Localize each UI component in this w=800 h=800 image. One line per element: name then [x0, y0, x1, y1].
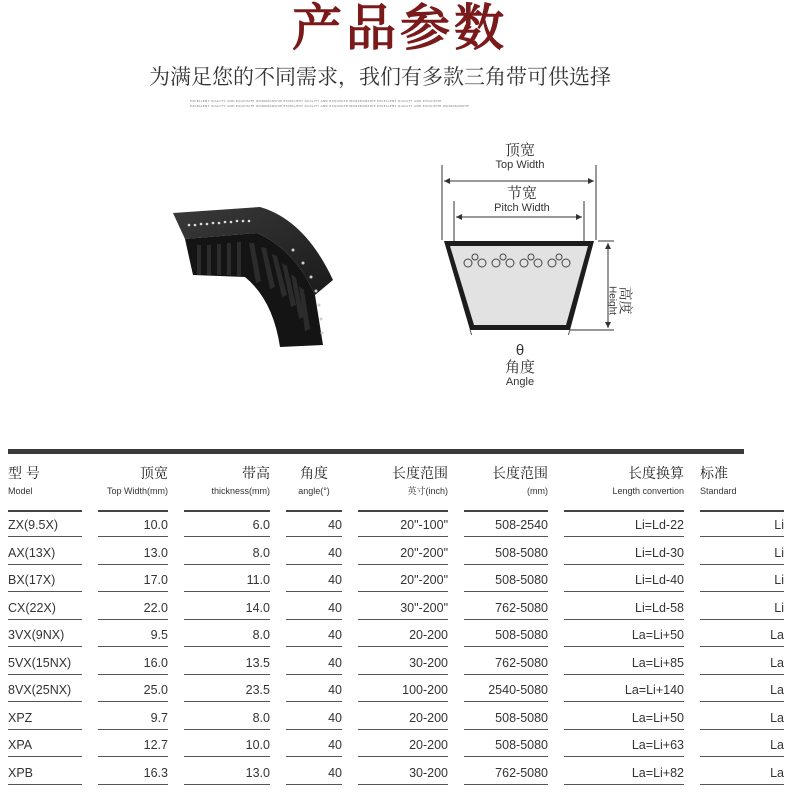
table-cell: [286, 567, 358, 595]
table-cell: [98, 622, 184, 650]
table-cell-value: 8.0: [184, 624, 270, 647]
table-cell-value: 508-5080: [464, 734, 548, 757]
angle-symbol: θ: [515, 342, 525, 359]
table-cell: [8, 512, 98, 540]
table-cell-value: 20"-100": [358, 514, 448, 537]
table-cell: [564, 540, 700, 568]
table-cell: [564, 595, 700, 623]
table-cell: [464, 512, 564, 540]
table-cell-value: 20"-200": [358, 542, 448, 565]
table-cell-value: La: [700, 624, 784, 647]
table-cell-value: 508-5080: [464, 707, 548, 730]
column-header-cell: [564, 462, 684, 512]
table-cell-value: 40: [286, 597, 342, 620]
column-header-cell: [184, 462, 270, 512]
table-cell-value: 762-5080: [464, 762, 548, 785]
height-label: [606, 276, 633, 326]
table-cell: [286, 595, 358, 623]
table-cell-value: Li: [700, 597, 784, 620]
column-header: [98, 462, 184, 512]
table-cell: [464, 650, 564, 678]
table-cell-value: 40: [286, 679, 342, 702]
table-cell: [358, 540, 464, 568]
table-cell-value: La=Li+140: [564, 679, 684, 702]
table-cell: [358, 595, 464, 623]
table-cell: [464, 595, 564, 623]
table-cell-value: 12.7: [98, 734, 168, 757]
column-header-zh: 带高: [242, 465, 270, 481]
table-cell-value: 23.5: [184, 679, 270, 702]
table-cell-value: 20-200: [358, 624, 448, 647]
table-cell-value: La: [700, 652, 784, 675]
table-cell: [184, 512, 286, 540]
table-cell: [358, 567, 464, 595]
table-cell-value: 508-5080: [464, 569, 548, 592]
page-subtitle: 为满足您的不同需求，我们有多款三角带可供选择: [149, 65, 611, 89]
table-cell-value: 30"-200": [358, 597, 448, 620]
column-header: [286, 462, 358, 512]
table-cell-value: 30-200: [358, 652, 448, 675]
table-row: [8, 732, 800, 760]
table-cell: [464, 705, 564, 733]
table-cell-value: La=Li+50: [564, 624, 684, 647]
table-cell-value: 762-5080: [464, 652, 548, 675]
column-header-en: thickness(mm): [211, 486, 270, 496]
table-cell: [184, 732, 286, 760]
column-header-cell: [700, 462, 784, 512]
table-cell: [98, 540, 184, 568]
table-cell: [286, 540, 358, 568]
table-cell: [358, 677, 464, 705]
column-header: [464, 462, 564, 512]
table-cell-value: 11.0: [184, 569, 270, 592]
height-en: Height: [606, 286, 618, 315]
table-cell: [700, 705, 800, 733]
table-cell-value: Li: [700, 542, 784, 565]
column-header: [8, 462, 98, 512]
table-cell-value: 40: [286, 762, 342, 785]
table-cell-value: 2540-5080: [464, 679, 548, 702]
table-cell: [286, 760, 358, 788]
table-cell: [184, 705, 286, 733]
table-cell: [98, 567, 184, 595]
table-cell: [286, 622, 358, 650]
table-cell: [184, 595, 286, 623]
table-row: [8, 705, 800, 733]
column-header: [564, 462, 700, 512]
table-cell: [564, 567, 700, 595]
table-cell-value: 9.7: [98, 707, 168, 730]
table-cell: [564, 512, 700, 540]
column-header-en: 英寸(inch): [407, 486, 448, 496]
table-cell-value: 10.0: [98, 514, 168, 537]
table-cell-value: 40: [286, 569, 342, 592]
table-row: [8, 622, 800, 650]
column-header-en: Length convertion: [612, 486, 684, 496]
table-cell: [8, 622, 98, 650]
table-cell: [464, 732, 564, 760]
angle-zh: 角度: [504, 359, 535, 376]
table-cell-value: 20-200: [358, 734, 448, 757]
table-cell: [8, 595, 98, 623]
table-cell: [184, 540, 286, 568]
top-width-label: [480, 142, 560, 172]
table-cell: [564, 760, 700, 788]
table-cell: [700, 595, 800, 623]
table-top-rule: [8, 449, 744, 454]
table-cell-value: 20-200: [358, 707, 448, 730]
table-cell-value: 14.0: [184, 597, 270, 620]
table-cell-value: 10.0: [184, 734, 270, 757]
column-header-cell: [8, 462, 82, 512]
table-cell: [8, 677, 98, 705]
table-cell: [464, 567, 564, 595]
table-cell: [98, 677, 184, 705]
table-cell: [184, 567, 286, 595]
table-cell-value: Li: [700, 569, 784, 592]
table-header-row: [8, 462, 800, 512]
table-cell-value: 8VX(25NX): [8, 679, 82, 702]
fine-print-line: EXCELLENT QUALITY AND EXQUISITE WORKMANSHIP EXCELLENT QUALITY AND EXQUISITE WORKMANSHIP EXCELLENT QUALITY AND EXQUISITE: [190, 99, 442, 103]
table-cell: [564, 705, 700, 733]
table-row: [8, 512, 800, 540]
column-header-en: Model: [8, 486, 33, 496]
column-header-zh: 长度换算: [628, 465, 684, 481]
table-cell-value: XPB: [8, 762, 82, 785]
column-header-zh: 顶宽: [140, 465, 168, 481]
table-cell: [286, 732, 358, 760]
table-cell: [464, 540, 564, 568]
table-cell: [184, 760, 286, 788]
table-cell: [8, 540, 98, 568]
table-cell-value: 13.5: [184, 652, 270, 675]
table-cell: [564, 650, 700, 678]
table-cell: [564, 677, 700, 705]
table-cell: [286, 677, 358, 705]
table-cell-value: 16.3: [98, 762, 168, 785]
table-cell-value: 6.0: [184, 514, 270, 537]
table-cell-value: La: [700, 707, 784, 730]
table-cell: [98, 705, 184, 733]
table-cell-value: 13.0: [98, 542, 168, 565]
column-header-cell: [464, 462, 548, 512]
table-cell-value: XPA: [8, 734, 82, 757]
table-cell-value: 16.0: [98, 652, 168, 675]
table-cell: [98, 595, 184, 623]
pitch-width-zh: 节宽: [506, 185, 537, 202]
table-cell-value: AX(13X): [8, 542, 82, 565]
table-row: [8, 595, 800, 623]
table-cell-value: La: [700, 734, 784, 757]
table-cell: [700, 567, 800, 595]
table-cell-value: 5VX(15NX): [8, 652, 82, 675]
column-header: [700, 462, 800, 512]
table-cell: [564, 622, 700, 650]
table-row: [8, 677, 800, 705]
table-row: [8, 760, 800, 788]
pitch-width-en: Pitch Width: [494, 202, 550, 214]
angle-label: [490, 342, 550, 389]
table-cell-value: 40: [286, 624, 342, 647]
column-header: [358, 462, 464, 512]
table-cell-value: La=Li+85: [564, 652, 684, 675]
column-header-en: Top Width(mm): [106, 486, 168, 496]
table-cell: [700, 622, 800, 650]
column-header-cell: [358, 462, 448, 512]
table-cell-value: 40: [286, 514, 342, 537]
top-width-zh: 顶宽: [504, 142, 535, 159]
table-cell: [98, 760, 184, 788]
top-width-en: Top Width: [495, 159, 545, 171]
column-header-en: Standard: [700, 486, 737, 496]
table-cell-value: 9.5: [98, 624, 168, 647]
table-cell: [286, 650, 358, 678]
table-cell-value: Li=Ld-30: [564, 542, 684, 565]
table-cell-value: 508-5080: [464, 542, 548, 565]
table-cell: [464, 760, 564, 788]
table-cell: [98, 732, 184, 760]
page-title: 产品参数: [292, 0, 508, 57]
table-cell: [700, 677, 800, 705]
table-cell-value: Li: [700, 514, 784, 537]
table-cell-value: 3VX(9NX): [8, 624, 82, 647]
table-cell-value: 25.0: [98, 679, 168, 702]
table-cell: [286, 705, 358, 733]
table-cell: [358, 732, 464, 760]
table-cell: [8, 732, 98, 760]
v-belt-image: [165, 195, 340, 355]
spec-table: [8, 462, 800, 787]
table-cell: [358, 760, 464, 788]
table-cell: [8, 760, 98, 788]
column-header-en: angle(°): [298, 486, 330, 496]
table-cell-value: La=Li+82: [564, 762, 684, 785]
column-header-zh: 长度范围: [392, 465, 448, 481]
column-header-zh: 标准: [700, 465, 728, 481]
column-header-cell: [98, 462, 168, 512]
table-cell-value: 20"-200": [358, 569, 448, 592]
fine-print-line: EXCELLENT QUALITY AND EXQUISITE WORKMANSHIP EXCELLENT QUALITY AND EXQUISITE WORKMANSHIP EXCELLENT QUALITY AND EXQUISITE WORKMANSHIP: [190, 104, 470, 108]
angle-en: Angle: [505, 376, 535, 388]
table-cell: [464, 622, 564, 650]
table-cell-value: BX(17X): [8, 569, 82, 592]
table-cell-value: Li=Ld-58: [564, 597, 684, 620]
column-header-cell: [286, 462, 342, 512]
table-cell: [358, 650, 464, 678]
table-cell-value: 17.0: [98, 569, 168, 592]
table-cell: [98, 650, 184, 678]
table-cell-value: XPZ: [8, 707, 82, 730]
table-cell-value: 762-5080: [464, 597, 548, 620]
table-cell: [8, 567, 98, 595]
table-cell: [700, 760, 800, 788]
column-header-zh: 长度范围: [492, 465, 548, 481]
table-cell-value: 40: [286, 542, 342, 565]
table-cell: [358, 622, 464, 650]
table-body: [8, 512, 800, 787]
table-cell: [700, 732, 800, 760]
column-header-zh: 角度: [300, 465, 328, 481]
table-cell: [286, 512, 358, 540]
pitch-width-label: [476, 185, 568, 215]
table-cell-value: La=Li+50: [564, 707, 684, 730]
table-cell-value: CX(22X): [8, 597, 82, 620]
table-row: [8, 650, 800, 678]
table-cell: [464, 677, 564, 705]
table-cell-value: 13.0: [184, 762, 270, 785]
table-cell-value: 8.0: [184, 542, 270, 565]
column-header-en: (mm): [527, 486, 548, 496]
table-cell-value: 8.0: [184, 707, 270, 730]
table-cell-value: La=Li+63: [564, 734, 684, 757]
table-cell-value: Li=Ld-40: [564, 569, 684, 592]
table-cell-value: 30-200: [358, 762, 448, 785]
height-zh: 高度: [617, 286, 634, 315]
table-cell: [8, 705, 98, 733]
table-cell-value: La: [700, 762, 784, 785]
table-cell-value: La: [700, 679, 784, 702]
table-cell: [700, 650, 800, 678]
table-cell-value: 508-2540: [464, 514, 548, 537]
table-cell: [700, 540, 800, 568]
table-cell-value: 100-200: [358, 679, 448, 702]
table-cell-value: 40: [286, 707, 342, 730]
table-cell: [184, 650, 286, 678]
table-row: [8, 540, 800, 568]
column-header: [184, 462, 286, 512]
table-cell: [8, 650, 98, 678]
table-cell: [184, 622, 286, 650]
table-cell: [700, 512, 800, 540]
table-cell-value: 40: [286, 734, 342, 757]
table-cell: [358, 512, 464, 540]
table-cell-value: 22.0: [98, 597, 168, 620]
table-cell: [184, 677, 286, 705]
table-cell-value: 508-5080: [464, 624, 548, 647]
table-cell-value: 40: [286, 652, 342, 675]
table-row: [8, 567, 800, 595]
table-cell: [358, 705, 464, 733]
table-cell: [98, 512, 184, 540]
column-header-zh: 型 号: [8, 465, 40, 481]
table-cell-value: Li=Ld-22: [564, 514, 684, 537]
table-cell: [564, 732, 700, 760]
table-cell-value: ZX(9.5X): [8, 514, 82, 537]
